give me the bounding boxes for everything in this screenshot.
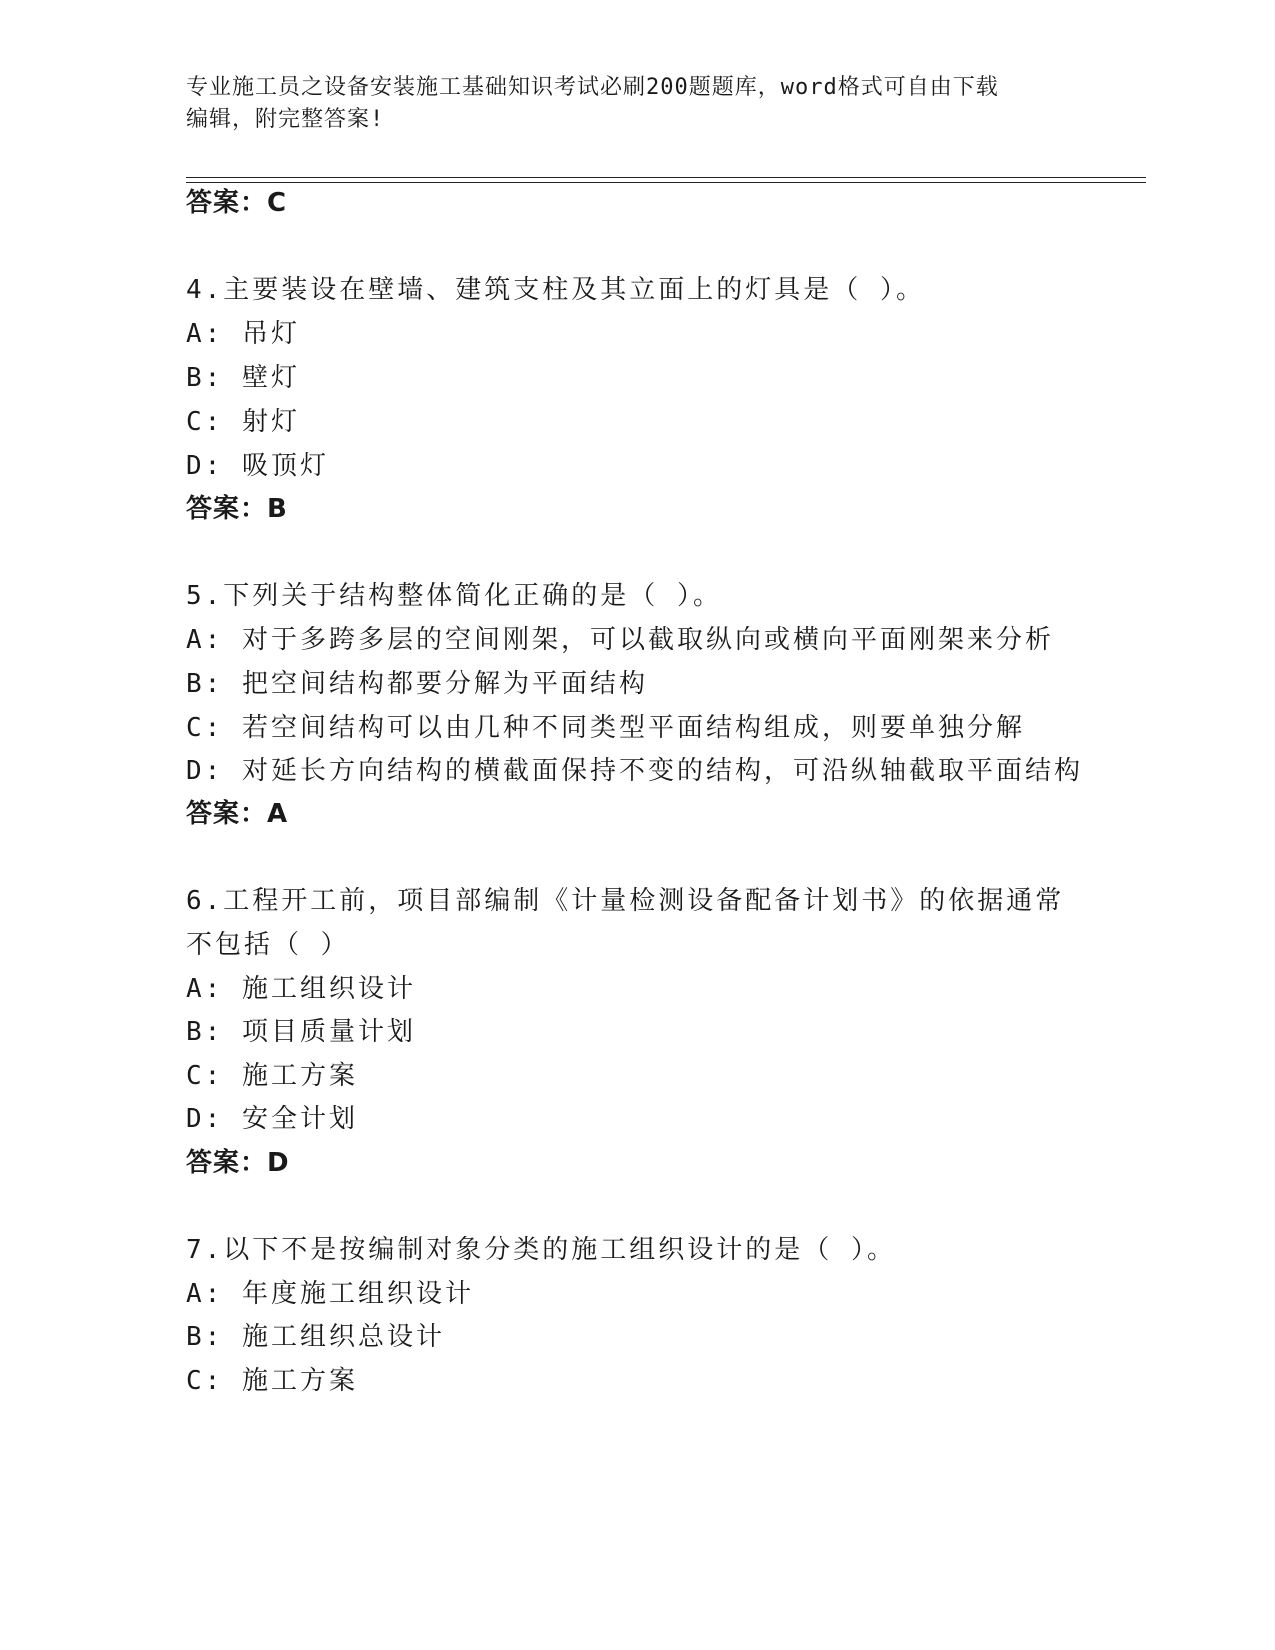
header-divider-bottom xyxy=(186,182,1146,183)
q7-option-b: B: 施工组织总设计 xyxy=(186,1322,445,1352)
q4-option-a: A: 吊灯 xyxy=(186,319,300,349)
header-title-line-2: 编辑，附完整答案! xyxy=(186,107,385,132)
header-title-line-1: 专业施工员之设备安装施工基础知识考试必刷200题题库，word格式可自由下载 xyxy=(186,75,999,100)
q4-option-d: D: 吸顶灯 xyxy=(186,451,329,481)
question-4: 4.主要装设在壁墙、建筑支柱及其立面上的灯具是（ ）。 xyxy=(186,275,925,305)
document-header xyxy=(186,72,1066,136)
q6-option-b: B: 项目质量计划 xyxy=(186,1017,416,1047)
answer-q5: 答案：A xyxy=(186,799,289,829)
question-5: 5.下列关于结构整体简化正确的是（ ）。 xyxy=(186,581,722,611)
q5-option-a: A: 对于多跨多层的空间刚架，可以截取纵向或横向平面刚架来分析 xyxy=(186,625,1054,655)
q5-option-b: B: 把空间结构都要分解为平面结构 xyxy=(186,669,648,699)
answer-q3: 答案：C xyxy=(186,188,288,218)
q4-option-b: B: 壁灯 xyxy=(186,363,300,393)
header-divider-top xyxy=(186,177,1146,178)
answer-q4: 答案：B xyxy=(186,494,288,524)
q5-option-c: C: 若空间结构可以由几种不同类型平面结构组成，则要单独分解 xyxy=(186,713,1025,743)
q6-option-a: A: 施工组织设计 xyxy=(186,974,416,1004)
q4-option-c: C: 射灯 xyxy=(186,407,300,437)
q6-option-c: C: 施工方案 xyxy=(186,1061,358,1091)
q7-option-a: A: 年度施工组织设计 xyxy=(186,1279,474,1309)
answer-q6: 答案：D xyxy=(186,1148,290,1178)
q6-option-d: D: 安全计划 xyxy=(186,1104,358,1134)
question-6-line-2: 不包括（ ） xyxy=(186,930,350,960)
question-7: 7.以下不是按编制对象分类的施工组织设计的是（ ）。 xyxy=(186,1235,896,1265)
question-6-line-1: 6.工程开工前，项目部编制《计量检测设备配备计划书》的依据通常 xyxy=(186,886,1065,916)
q5-option-d: D: 对延长方向结构的横截面保持不变的结构，可沿纵轴截取平面结构 xyxy=(186,756,1083,786)
q7-option-c: C: 施工方案 xyxy=(186,1366,358,1396)
